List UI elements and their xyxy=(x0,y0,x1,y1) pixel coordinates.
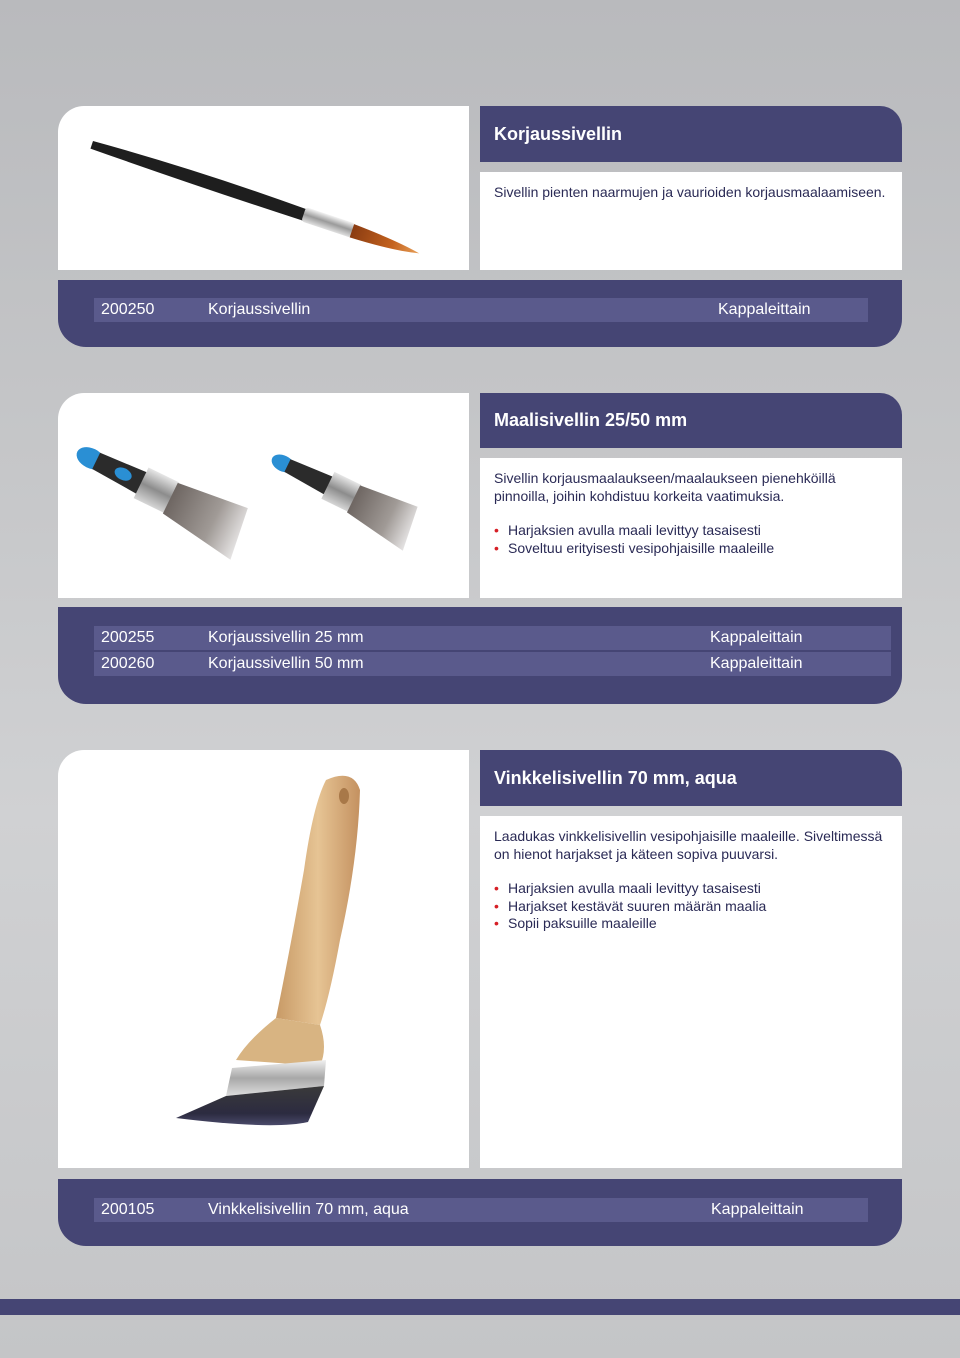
product-title-bar xyxy=(480,106,902,162)
product-title-bar xyxy=(480,750,902,806)
feature-item: • Harjaksien avulla maali levittyy tasaisesti xyxy=(494,880,888,898)
table-row xyxy=(94,626,891,650)
feature-item: • Harjaksien avulla maali levittyy tasaisesti xyxy=(494,522,888,540)
product-image-panel xyxy=(58,393,469,598)
product-description-panel xyxy=(480,458,902,598)
product-description: Laadukas vinkkelisivellin vesipohjaisille maaleille. Siveltimessä on hienot harjakset ja käteen sopiva puuvarsi. xyxy=(494,828,883,862)
product-table xyxy=(58,280,902,347)
product-description-panel xyxy=(480,172,902,270)
feature-list xyxy=(494,880,888,933)
product-description: Sivellin korjausmaalaukseen/maalaukseen pienehköillä pinnoilla, joihin kohdistuu korkeita vaatimuksia. xyxy=(494,470,836,504)
product-unit: Kappaleittain xyxy=(710,655,803,672)
product-name: Korjaussivellin 25 mm xyxy=(208,629,364,646)
flat-brushes-image xyxy=(58,393,469,598)
product-title-bar xyxy=(480,393,902,448)
product-unit: Kappaleittain xyxy=(718,301,811,318)
table-row xyxy=(94,298,868,322)
product-unit: Kappaleittain xyxy=(711,1201,804,1218)
table-row xyxy=(94,652,891,676)
footer-stripe xyxy=(0,1299,960,1315)
feature-item: • Harjakset kestävät suuren määrän maalia xyxy=(494,898,888,916)
detail-brush-image xyxy=(58,106,469,270)
product-code: 200250 xyxy=(101,301,155,318)
feature-item: • Soveltuu erityisesti vesipohjaisille maaleille xyxy=(494,540,888,558)
product-description: Sivellin pienten naarmujen ja vaurioiden korjausmaalaamiseen. xyxy=(494,184,886,200)
product-name: Vinkkelisivellin 70 mm, aqua xyxy=(208,1201,409,1218)
product-name: Korjaussivellin xyxy=(208,301,311,318)
product-image-panel xyxy=(58,750,469,1168)
product-image-panel xyxy=(58,106,469,270)
product-title: Maalisivellin 25/50 mm xyxy=(494,410,688,430)
product-code: 200105 xyxy=(101,1201,155,1218)
product-code: 200260 xyxy=(101,655,155,672)
angled-brush-image xyxy=(58,750,469,1168)
product-name: Korjaussivellin 50 mm xyxy=(208,655,364,672)
product-title: Vinkkelisivellin 70 mm, aqua xyxy=(494,767,737,788)
feature-list xyxy=(494,522,888,557)
product-table xyxy=(58,607,902,704)
table-row xyxy=(94,1198,868,1222)
product-description-panel xyxy=(480,816,902,1168)
feature-item: • Sopii paksuille maaleille xyxy=(494,915,888,933)
product-table xyxy=(58,1179,902,1246)
product-title: Korjaussivellin xyxy=(494,123,623,144)
product-code: 200255 xyxy=(101,629,155,646)
product-unit: Kappaleittain xyxy=(710,629,803,646)
